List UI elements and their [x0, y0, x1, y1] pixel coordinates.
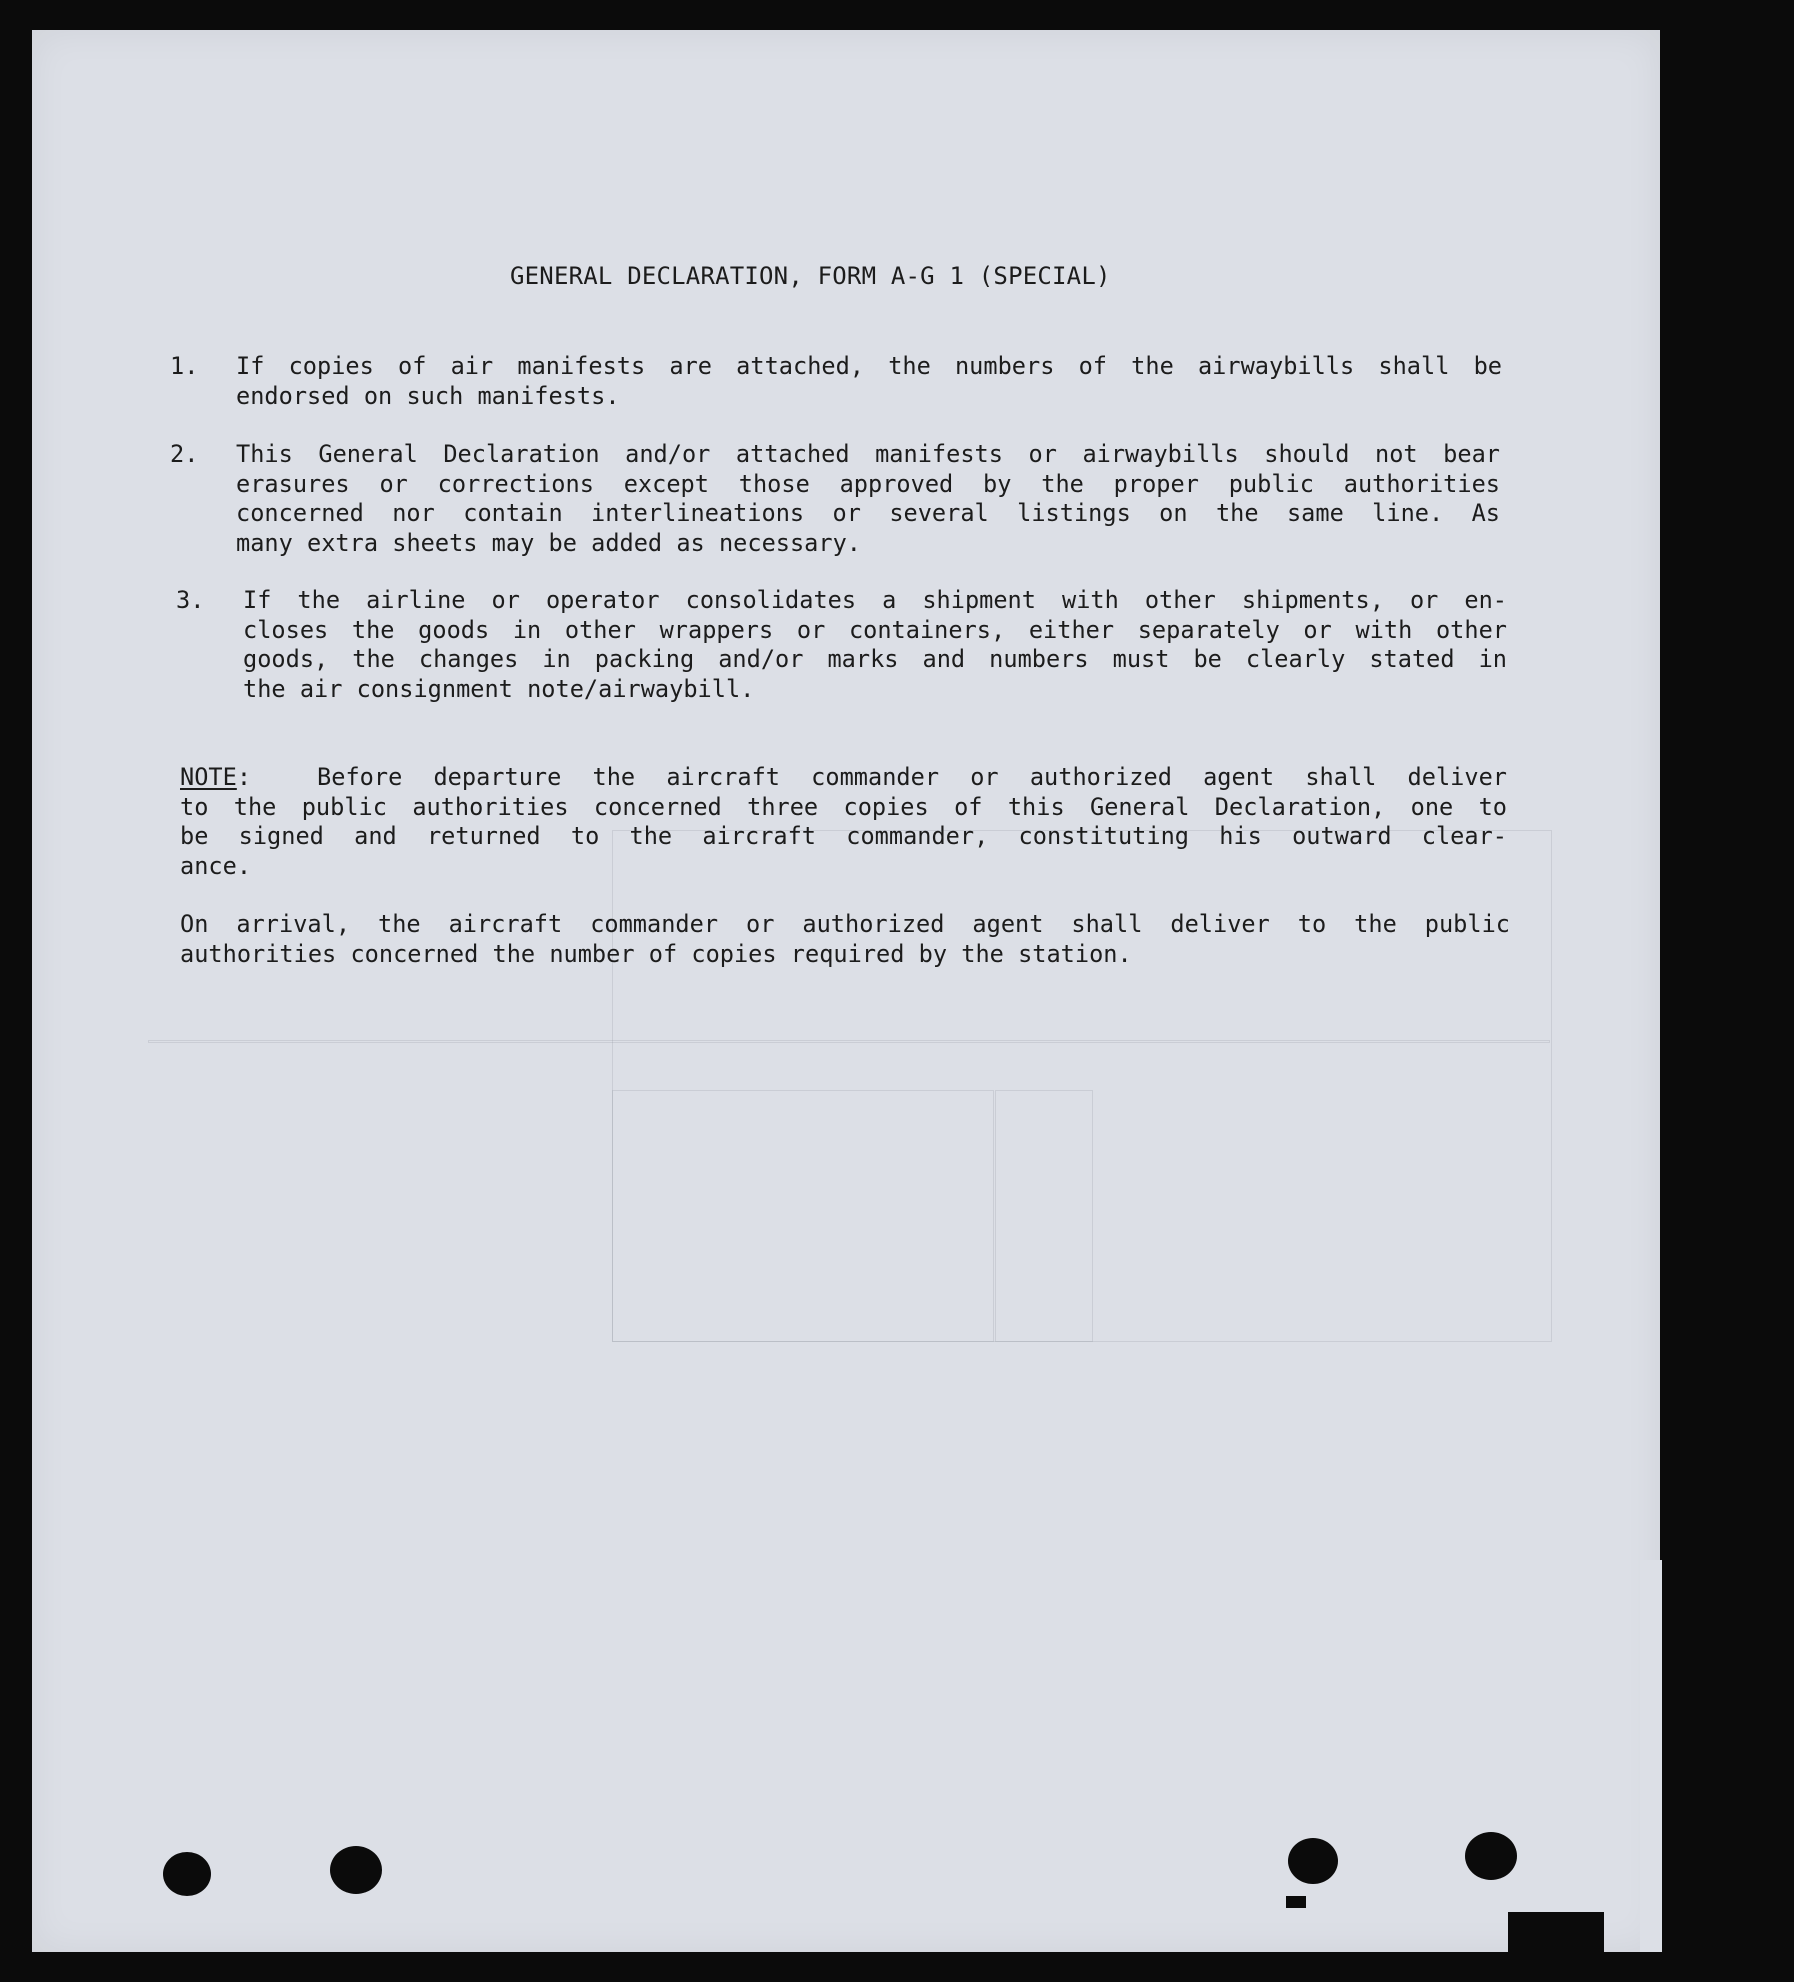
item-line: the air consignment note/airwaybill.: [243, 674, 755, 703]
arrival-line: On arrival, the aircraft commander or authorized agent shall deliver to the public: [180, 910, 1510, 938]
item-line: If copies of air manifests are attached, the numbers of the airwaybills shall be: [236, 352, 1502, 380]
note-line: ance.: [180, 851, 252, 880]
bleed-through-box: [995, 1090, 1093, 1342]
punch-hole: [1465, 1832, 1517, 1880]
item-number: 2.: [170, 440, 199, 468]
note-first-line: [180, 763, 1507, 793]
item-line: many extra sheets may be added as necessary.: [236, 528, 862, 557]
note-label: NOTE: [180, 763, 237, 791]
paper-edge: [1640, 1560, 1662, 1952]
note-line: be signed and returned to the aircraft commander, constituting his outward clear-: [180, 822, 1507, 850]
item-line: concerned nor contain interlineations or several listings on the same line. As: [236, 499, 1500, 527]
item-number: 3.: [176, 586, 205, 614]
list-item: [236, 352, 1502, 411]
item-line: If the airline or operator consolidates a shipment with other shipments, or en-: [243, 586, 1507, 614]
bleed-through-box: [148, 1040, 1550, 1043]
punch-hole: [163, 1852, 211, 1896]
item-line: erasures or corrections except those approved by the proper public authorities: [236, 469, 1500, 498]
item-number: 1.: [170, 352, 199, 380]
bleed-through-box: [612, 1090, 994, 1342]
item-line: goods, the changes in packing and/or marks and numbers must be clearly stated in: [243, 645, 1507, 673]
paper-tear: [1508, 1912, 1604, 1954]
page-title: GENERAL DECLARATION, FORM A-G 1 (SPECIAL): [510, 262, 1111, 290]
arrival-paragraph: [180, 910, 1510, 969]
note-paragraph: [180, 763, 1507, 881]
note-colon: :: [236, 763, 252, 791]
arrival-line: authorities concerned the number of copies required by the station.: [180, 939, 1132, 968]
paper-tear: [1286, 1896, 1306, 1908]
item-line: endorsed on such manifests.: [236, 381, 620, 410]
punch-hole: [330, 1846, 382, 1894]
item-line: closes the goods in other wrappers or containers, either separately or with other: [243, 615, 1507, 644]
item-line: This General Declaration and/or attached manifests or airwaybills should not bear: [236, 440, 1500, 468]
punch-hole: [1288, 1838, 1338, 1884]
note-line: Before departure the aircraft commander or authorized agent shall deliver: [317, 763, 1507, 791]
list-item: [236, 440, 1500, 558]
note-label-group: [180, 763, 251, 791]
note-line: to the public authorities concerned three copies of this General Declaration, one to: [180, 792, 1507, 821]
list-item: [243, 586, 1507, 704]
